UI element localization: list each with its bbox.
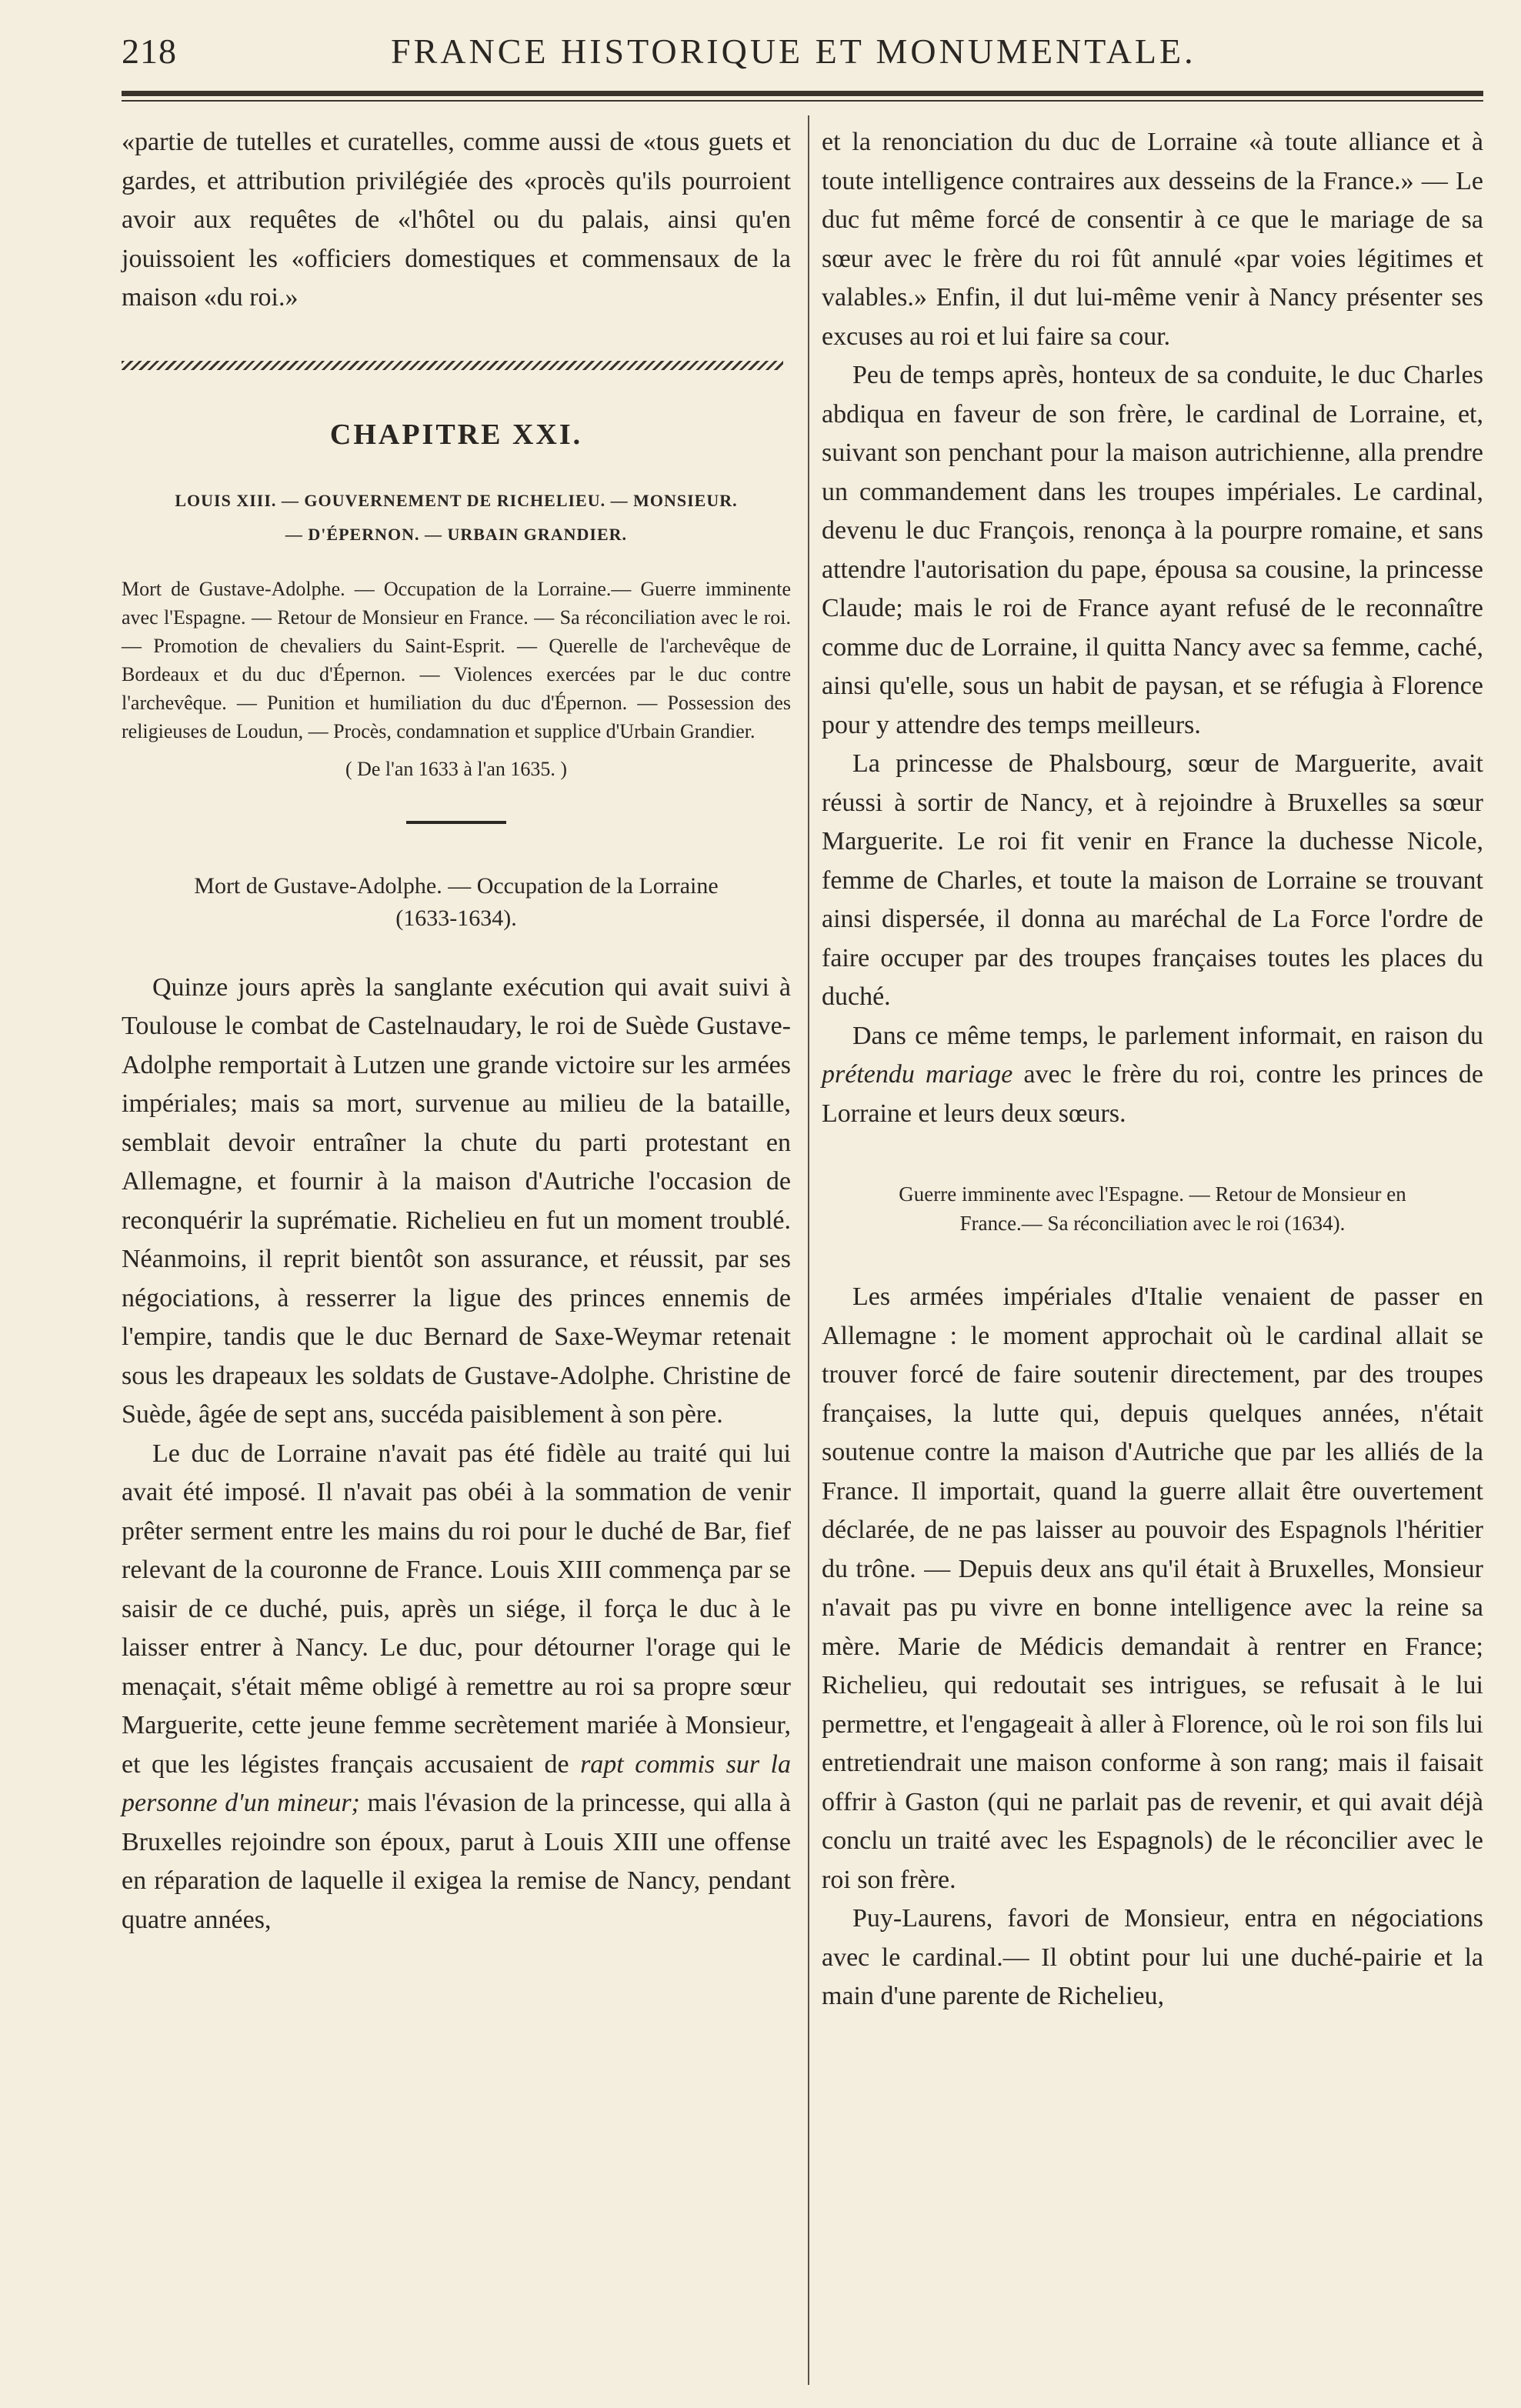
body-paragraph: Puy-Laurens, favori de Monsieur, entra en négociations avec le cardinal.— Il obtint pour lui une duché-pairie et la main d'une parente de Richelieu, <box>822 1904 1483 2010</box>
page-header <box>122 31 1499 85</box>
text-run: mais l'évasion de la princesse, qui alla à Bruxelles rejoindre son époux, parut à Louis XIII une offense en réparation de laquelle il exigea la remise de Nancy, pendant quatre années, <box>122 1789 792 1934</box>
text-run: Le duc de Lorraine n'avait pas été fidèle au traité qui lui avait été imposé. Il n'avait pas obéi à la sommation de venir prêter serment entre les mains du roi pour le duché de Bar, fief relevant de la couronne de France. Louis XIII commença par se saisir de ce duché, puis, après un siége, il força le duc à le laisser entrer à Nancy. Le duc, pour détourner l'orage qui le menaçait, s'était même obligé à remettre au roi sa propre sœur Marguerite, cette jeune femme secrètement mariée à Monsieur, et que les légistes français accusaient de <box>122 1439 791 1779</box>
body-paragraph <box>822 1017 1483 1134</box>
section-heading-line-2: (1633-1634). <box>395 905 517 931</box>
right-column <box>822 123 1483 2016</box>
text-run: Dans ce même temps, le parlement informait, en raison du <box>852 1021 1483 1050</box>
quote-paragraph: «partie de tutelles et curatelles, comme aussi de «tous guets et gardes, et attribution privilégiée des «procès qu'ils pourroient avoir aux requêtes de «l'hôtel ou du palais, ainsi qu'en jouissoient les «officiers domestiques et commensaux de la maison «du roi.» <box>122 128 791 312</box>
section-heading <box>822 1179 1483 1238</box>
body-paragraph: Peu de temps après, honteux de sa conduite, le duc Charles abdiqua en faveur de son frère, le cardinal de Lorraine, et, suivant son penchant pour la maison autrichienne, alla prendre un commandement dans les troupes impériales. Le cardinal, devenu le duc François, renonça à la pourpre romaine, et sans attendre l'autorisation du pape, épousa sa cousine, la princesse Claude; mais le roi de France ayant refusé de le reconnaître comme duc de Lorraine, il quitta Nancy avec sa femme, caché, ainsi qu'elle, sous un habit de paysan, et se réfugia à Florence pour y attendre des temps meilleurs. <box>822 361 1483 739</box>
chapter-summary: Mort de Gustave-Adolphe. — Occupation de la Lorraine.— Guerre imminente avec l'Espagne. — Retour de Monsieur en France. — Sa réconciliation avec le roi. — Promotion de chevaliers du Saint-Esprit. — Querelle de l'archevêque de Bordeaux et du duc d'Épernon. — Violences exercées par le duc contre l'archevêque. — Punition et humiliation du duc d'Épernon. — Possession des religieuses de Loudun, — Procès, condamnation et supplice d'Urbain Grandier. <box>122 577 791 742</box>
section-heading-line-1: Mort de Gustave-Adolphe. — Occupation de la Lorraine <box>194 872 719 899</box>
chapter-subtitle-line-1: LOUIS XIII. — GOUVERNEMENT DE RICHELIEU. — MONSIEUR. <box>175 490 738 510</box>
body-paragraph: Les armées impériales d'Italie venaient de passer en Allemagne : le moment approchait où le cardinal allait se trouver forcé de faire soutenir directement, par des troupes françaises, la lutte qui, depuis quelques années, n'était soutenue contre la maison d'Autriche que par les alliés de la France. Il importait, quand la guerre allait être ouvertement déclarée, de ne pas laisser au pouvoir des Espagnols l'héritier du trône. — Depuis deux ans qu'il était à Bruxelles, Monsieur n'avait pas pu vivre en bonne intelligence avec la reine sa mère. Marie de Médicis demandait à rentrer en France; Richelieu, qui redoutait ses intrigues, se refusait à le lui permettre, et l'engageait à aller à Florence, où le roi son fils lui entretiendrait une maison conforme à son rang; mais il faisait offrir à Gaston (qui ne parlait pas de revenir, et qui avait déjà conclu un traité avec les Espagnols) de le réconcilier avec le roi son frère. <box>822 1282 1483 1894</box>
decorative-ornament <box>122 361 783 370</box>
body-paragraph: Quinze jours après la sanglante exécution qui avait suivi à Toulouse le combat de Castelnaudary, le roi de Suède Gustave-Adolphe remportait à Lutzen une grande victoire sur les armées impériales; mais sa mort, survenue au milieu de la bataille, semblait devoir entraîner la chute du parti protestant en Allemagne, et fournir à la maison d'Autriche l'occasion de reconquérir la suprématie. Richelieu en fut un moment troublé. Néanmoins, il reprit bientôt son assurance, et réussit, par ses négociations, à resserrer la ligue des princes ennemis de l'empire, tandis que le duc Bernard de Saxe-Weymar retenait sous les drapeaux les soldats de Gustave-Adolphe. Christine de Suède, âgée de sept ans, succéda paisiblement à son père. <box>122 972 791 1429</box>
chapter-subtitle <box>122 484 791 552</box>
page-number: 218 <box>122 32 177 71</box>
body-paragraph: La princesse de Phalsbourg, sœur de Marguerite, avait réussi à sortir de Nancy, et à rejoindre à Bruxelles sa sœur Marguerite. Le roi fit venir en France la duchesse Nicole, femme de Charles, et toute la maison de Lorraine se trouvant ainsi dispersée, il donna au maréchal de La Force l'ordre de faire occuper par des troupes françaises toutes les places du duché. <box>822 749 1483 1011</box>
body-paragraph: et la renonciation du duc de Lorraine «à toute alliance et à toute intelligence contraires aux desseins de la France.» — Le duc fut même forcé de consentir à ce que le mariage de sa sœur avec le frère du roi fût annulé «par voies légitimes et valables.» Enfin, il dut lui-même venir à Nancy présenter ses excuses au roi et lui faire sa cour. <box>822 128 1483 351</box>
body-paragraph <box>122 1435 791 1940</box>
running-title: FRANCE HISTORIQUE ET MONUMENTALE. <box>391 32 1196 71</box>
header-rule <box>122 91 1483 96</box>
section-rule <box>406 821 506 824</box>
italic-phrase: prétendu mariage <box>822 1060 1013 1089</box>
column-divider <box>808 115 809 2385</box>
text-run: avec le frère du roi, contre les princes de Lorraine et leurs deux sœurs. <box>822 1060 1484 1128</box>
chapter-subtitle-line-2: — D'ÉPERNON. — URBAIN GRANDIER. <box>285 524 628 544</box>
section-heading-line-1: Guerre imminente avec l'Espagne. — Retour de Monsieur en <box>899 1182 1406 1206</box>
left-column <box>122 123 791 1939</box>
italic-phrase: rapt commis sur la personne d'un mineur; <box>122 1749 792 1817</box>
header-rule-thin <box>122 100 1483 102</box>
section-heading-line-2: France.— Sa réconciliation avec le roi (1634). <box>959 1212 1346 1235</box>
section-heading <box>122 870 791 935</box>
chapter-title: CHAPITRE XXI. <box>329 418 583 451</box>
chapter-dates: ( De l'an 1633 à l'an 1635. ) <box>345 757 568 780</box>
